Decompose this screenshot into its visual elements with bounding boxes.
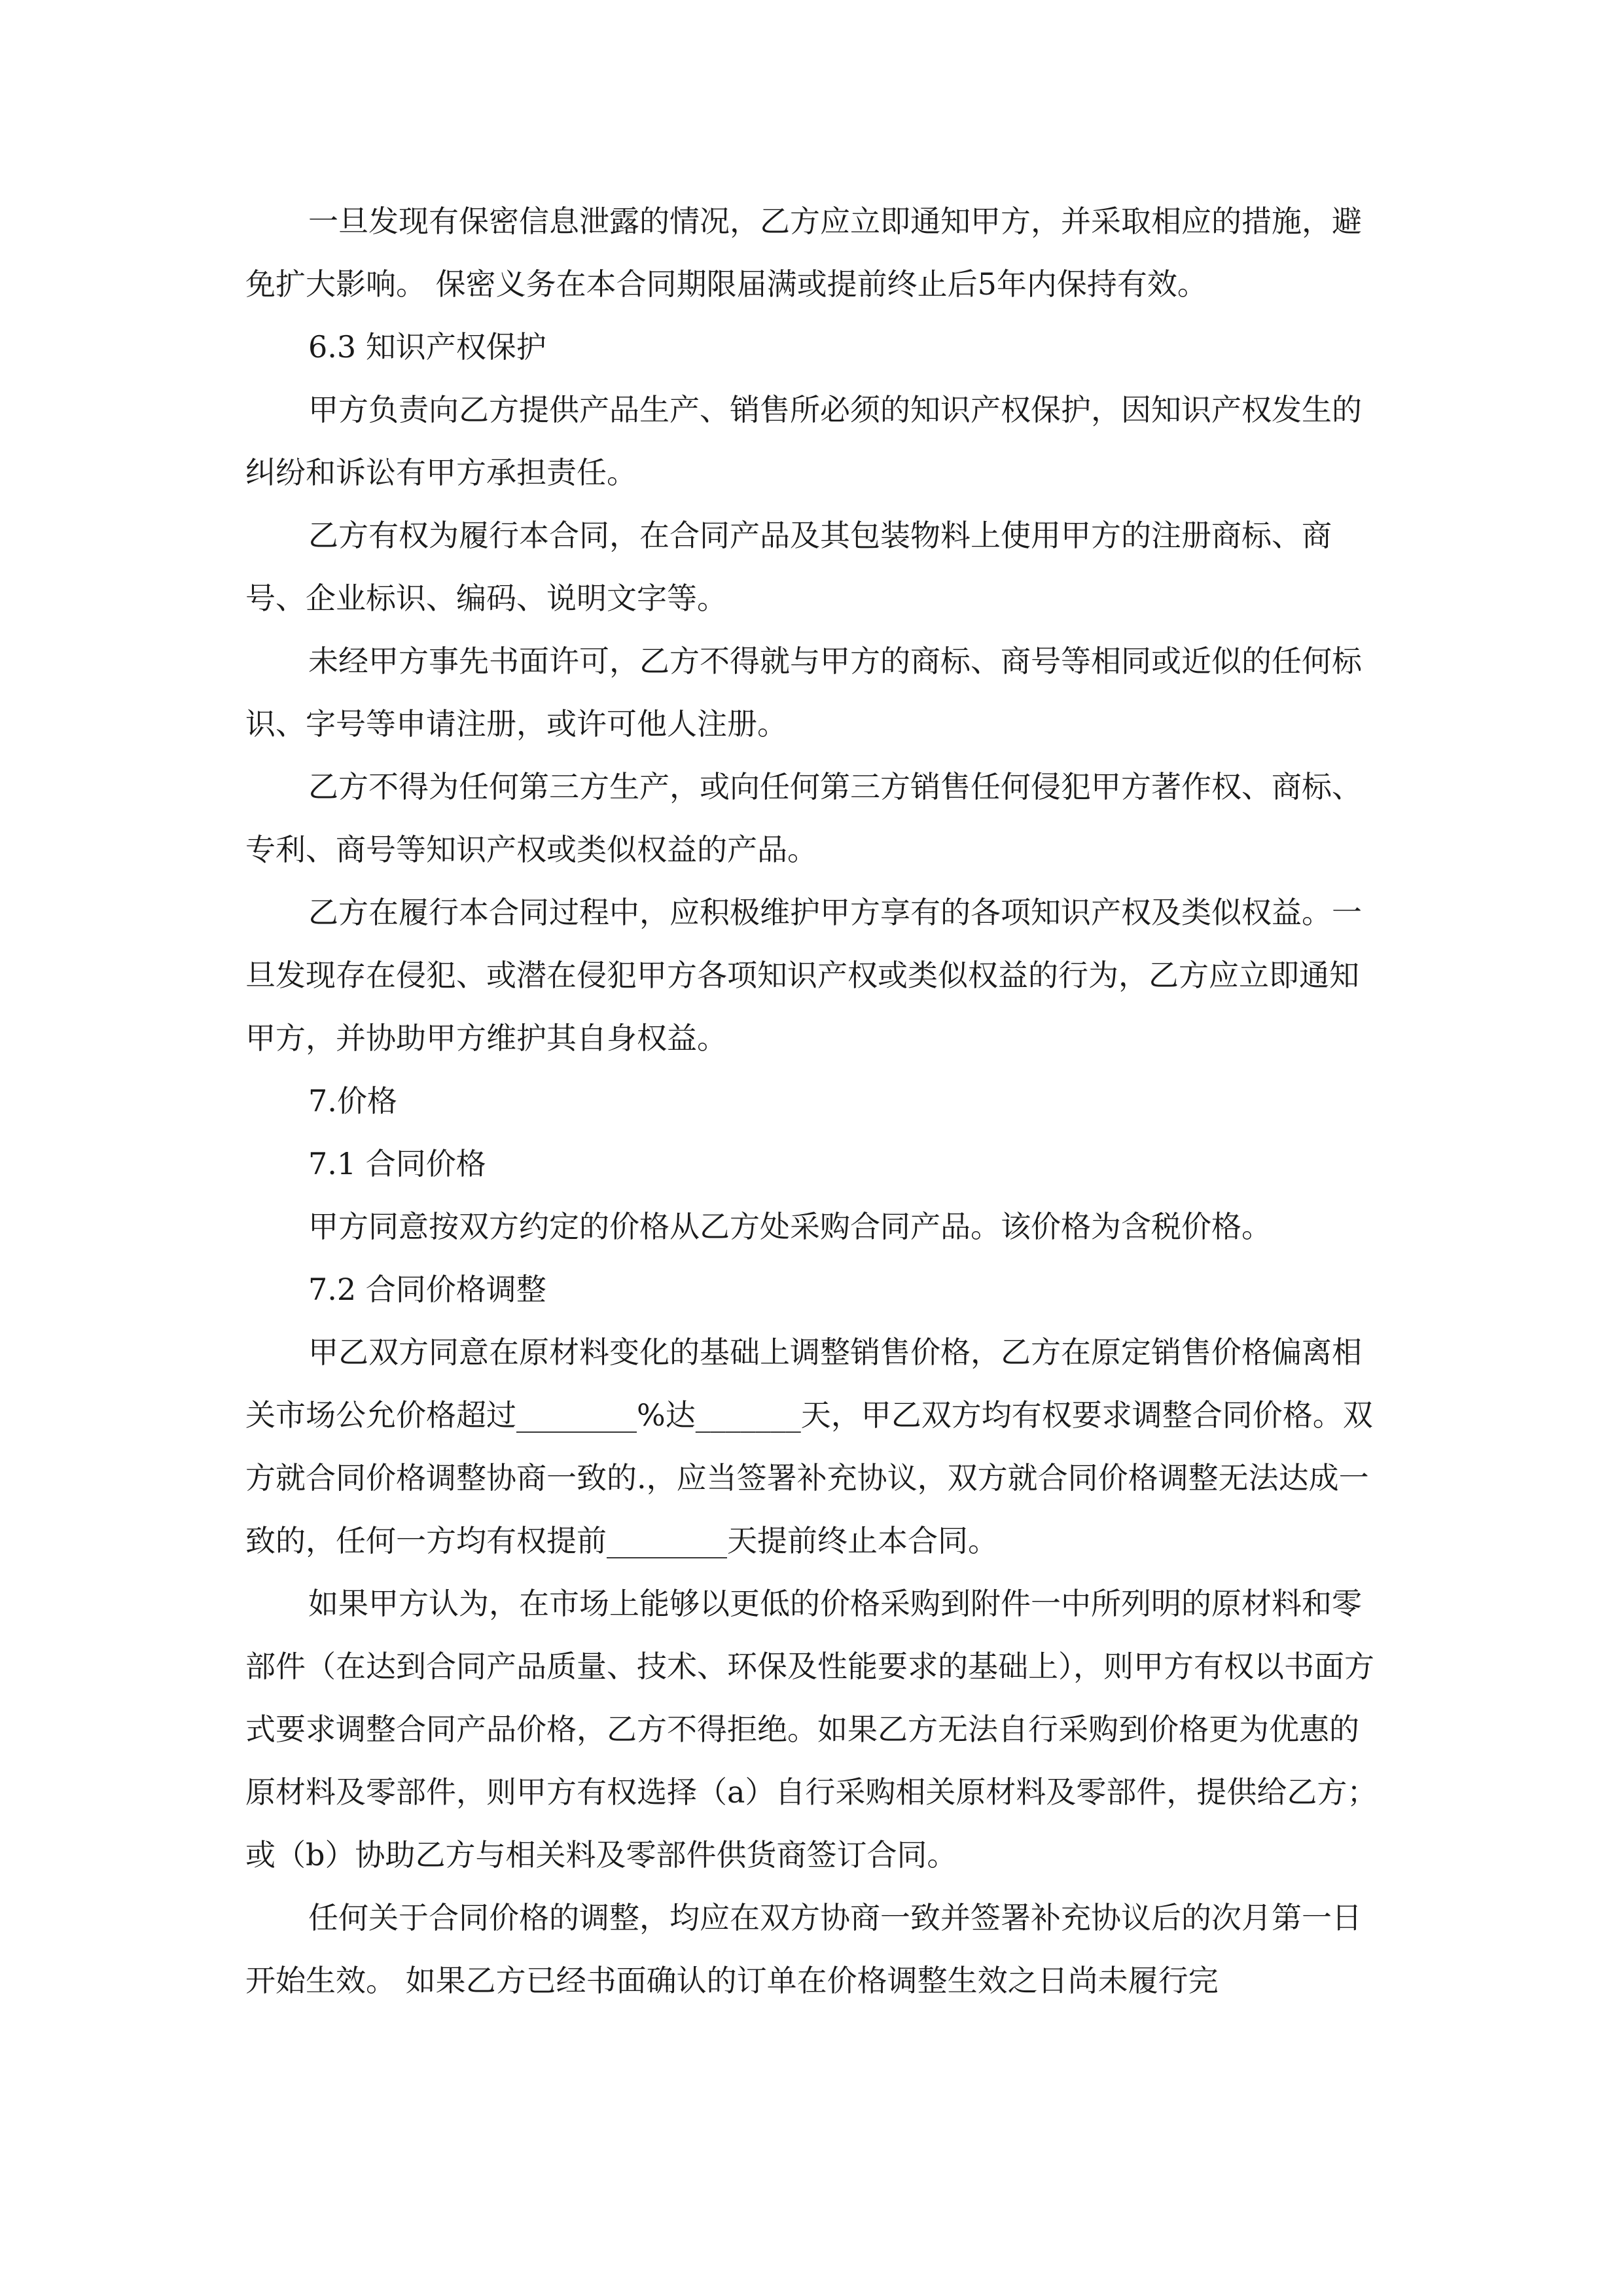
paragraph-trademark-use: 乙方有权为履行本合同，在合同产品及其包装物料上使用甲方的注册商标、商号、企业标识、编码、说明文字等。: [245, 518, 1332, 616]
paragraph-ip-maintenance: 乙方在履行本合同过程中，应积极维护甲方享有的各项知识产权及类似权益。一旦发现存在侵犯、或潜在侵犯甲方各项知识产权或类似权益的行为，乙方应立即通知甲方，并协助甲方维护其自身权益。: [245, 895, 1362, 1056]
paragraph-ip-protection: 甲方负责向乙方提供产品生产、销售所必须的知识产权保护，因知识产权发生的纠纷和诉讼有甲方承担责任。: [245, 392, 1362, 490]
section-heading-6-3: 6.3 知识产权保护: [308, 329, 546, 365]
document-body: [245, 190, 1381, 2012]
section-heading-7-2: 7.2 合同价格调整: [308, 1272, 546, 1307]
section-heading-7-1: 7.1 合同价格: [308, 1146, 486, 1181]
section-heading-7: 7.价格: [308, 1083, 397, 1119]
paragraph-cheaper-materials: 如果甲方认为，在市场上能够以更低的价格采购到附件一中所列明的原材料和零部件（在达到合同产品质量、技术、环保及性能要求的基础上），则甲方有权以书面方式要求调整合同产品价格，乙方不得拒绝。如果乙方无法自行采购到价格更为优惠的原材料及零部件，则甲方有权选择（a）自行采购相关原材料及零部件，提供给乙方；或（b）协助乙方与相关料及零部件供货商签订合同。: [245, 1586, 1378, 1873]
paragraph-price-adjustment: 甲乙双方同意在原材料变化的基础上调整销售价格，乙方在原定销售价格偏离相关市场公允价格超过________%达_______天，甲乙双方均有权要求调整合同价格。双方就合同价格调整协商一致的.，应当签署补充协议，双方就合同价格调整无法达成一致的，任何一方均有权提前________天提前终止本合同。: [245, 1335, 1373, 1558]
paragraph-third-party-restriction: 乙方不得为任何第三方生产，或向任何第三方销售任何侵犯甲方著作权、商标、专利、商号等知识产权或类似权益的产品。: [245, 769, 1362, 867]
paragraph-contract-price: 甲方同意按双方约定的价格从乙方处采购合同产品。该价格为含税价格。: [308, 1209, 1272, 1244]
paragraph-confidentiality-notice: 一旦发现有保密信息泄露的情况，乙方应立即通知甲方，并采取相应的措施，避免扩大影响。 保密义务在本合同期限届满或提前终止后5年内保持有效。: [245, 204, 1362, 302]
paragraph-registration-restriction: 未经甲方事先书面许可，乙方不得就与甲方的商标、商号等相同或近似的任何标识、字号等申请注册，或许可他人注册。: [245, 643, 1362, 742]
paragraph-adjustment-effective: 任何关于合同价格的调整，均应在双方协商一致并签署补充协议后的次月第一日开始生效。 如果乙方已经书面确认的订单在价格调整生效之日尚未履行完: [245, 1900, 1362, 1998]
